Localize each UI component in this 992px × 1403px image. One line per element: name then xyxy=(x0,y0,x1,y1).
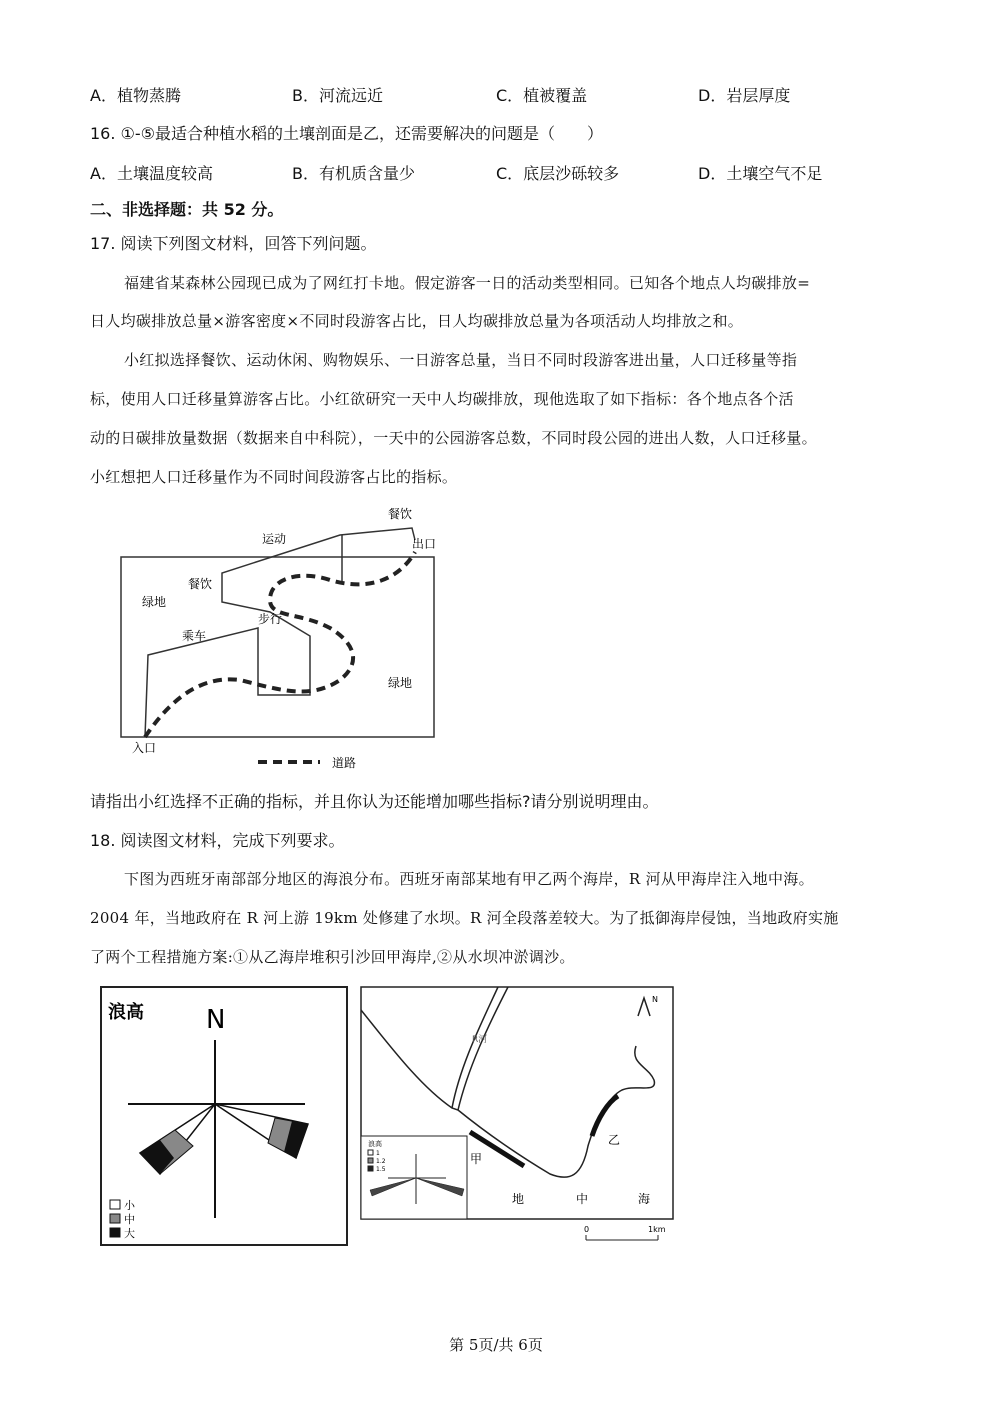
scale-label-0: 0 xyxy=(584,1225,590,1234)
legend-mid-label: 中 xyxy=(124,1213,135,1226)
coast-b-highlight xyxy=(592,1096,618,1136)
legend-road-label: 道路 xyxy=(332,756,357,770)
label-ride: 乘车 xyxy=(182,629,207,643)
q17-stem: 17. 阅读下列图文材料，回答下列问题。 xyxy=(90,234,377,253)
legend-big-box xyxy=(110,1228,120,1237)
label-walk: 步行 xyxy=(258,612,283,626)
q16-stem: 16. ①-⑤最适合种植水稻的土壤剖面是乙，还需要解决的问题是（ ） xyxy=(90,124,603,143)
coast-a-label: 甲 xyxy=(470,1152,483,1166)
section-score: 52 xyxy=(223,200,246,219)
sea-label-2: 中 xyxy=(576,1192,589,1206)
q15-option-b: B．河流远近 xyxy=(292,86,383,105)
inset-legend-2-box xyxy=(368,1158,373,1163)
inset-legend-3: 1.5 xyxy=(376,1166,386,1173)
q16-option-d: D．土壤空气不足 xyxy=(698,164,823,183)
q18-para-line2: 2004 年，当地政府在 R 河上游 19km 处修建了水坝。R 河全段落差较大。为了抵御海岸侵蚀，当地政府实施 xyxy=(90,909,839,927)
river-bank-right xyxy=(458,987,508,1110)
q17-para2-line2: 标，使用人口迁移量算游客占比。小红欲研究一天中人均碳排放，现他选取了如下指标：各个地点各个活 xyxy=(90,390,794,408)
inset-legend-2: 1.2 xyxy=(376,1158,386,1165)
sea-label-3: 海 xyxy=(638,1192,651,1206)
wave-rose-figure xyxy=(100,986,350,1248)
q16-option-b: B．有机质含量少 xyxy=(292,164,415,183)
park-map-figure xyxy=(110,500,450,775)
wave-rose-north: N xyxy=(206,1005,226,1035)
q17-para2-line1: 小红拟选择餐饮、运动休闲、购物娱乐、一日游客总量，当日不同时段游客进出量，人口迁移量等指 xyxy=(124,351,798,369)
q17-para1-line2: 日人均碳排放总量×游客密度×不同时段游客占比，日人均碳排放总量为各项活动人均排放之和。 xyxy=(90,312,744,330)
label-green-left: 绿地 xyxy=(142,595,167,609)
scale-label-1: 1km xyxy=(648,1225,666,1234)
inset-legend-3-box xyxy=(368,1166,373,1171)
inset-legend-1-box xyxy=(368,1150,373,1155)
q18-para-line3: 了两个工程措施方案:①从乙海岸堆积引沙回甲海岸,②从水坝冲淤调沙。 xyxy=(90,948,575,966)
q15-option-c: C．植被覆盖 xyxy=(496,86,588,105)
label-green-right: 绿地 xyxy=(388,676,413,690)
q16-option-c: C．底层沙砾较多 xyxy=(496,164,620,183)
label-dining-left: 餐饮 xyxy=(188,577,213,591)
inset-title: 浪高 xyxy=(368,1140,382,1148)
coast-b-label: 乙 xyxy=(608,1133,621,1147)
coast-north-label: N xyxy=(652,995,658,1004)
river-label: R河 xyxy=(472,1035,488,1045)
label-exit: 出口 xyxy=(412,537,437,551)
river-bank-left xyxy=(452,987,498,1108)
label-entrance: 入口 xyxy=(132,741,157,755)
legend-small-box xyxy=(110,1200,120,1209)
legend-small-label: 小 xyxy=(124,1199,135,1212)
inset-legend-1: 1 xyxy=(376,1150,380,1157)
q15-option-a: A．植物蒸腾 xyxy=(90,86,181,105)
section-prefix: 二、非选择题：共 xyxy=(90,200,224,219)
label-sport: 运动 xyxy=(262,532,287,546)
q17-question: 请指出小红选择不正确的指标，并且你认为还能增加哪些指标?请分别说明理由。 xyxy=(90,792,659,811)
sea-label-1: 地 xyxy=(512,1192,525,1206)
north-arrow-icon xyxy=(638,998,650,1016)
section-suffix: 分。 xyxy=(245,200,284,219)
coast-map-figure xyxy=(360,986,678,1248)
q18-para-line1: 下图为西班牙南部部分地区的海浪分布。西班牙南部某地有甲乙两个海岸，R 河从甲海岸注入地中海。 xyxy=(124,870,814,888)
page-footer: 第 5页/共 6页 xyxy=(449,1336,543,1354)
legend-mid-box xyxy=(110,1214,120,1223)
section-heading xyxy=(90,200,283,220)
legend-big-label: 大 xyxy=(124,1227,135,1240)
q17-para1-line1: 福建省某森林公园现已成为了网红打卡地。假定游客一日的活动类型相同。已知各个地点人均碳排放= xyxy=(124,274,811,292)
q16-option-a: A．土壤温度较高 xyxy=(90,164,213,183)
label-dining-top: 餐饮 xyxy=(388,507,413,521)
q17-para2-line3: 动的日碳排放量数据（数据来自中科院），一天中的公园游客总数，不同时段公园的进出人数，人口迁移量。 xyxy=(90,429,817,447)
q18-stem: 18. 阅读图文材料，完成下列要求。 xyxy=(90,831,345,850)
wave-rose-title: 浪高 xyxy=(108,1002,144,1023)
dashed-road xyxy=(145,552,415,737)
q15-option-d: D．岩层厚度 xyxy=(698,86,791,105)
q17-para2-line4: 小红想把人口迁移量作为不同时间段游客占比的指标。 xyxy=(90,468,458,486)
